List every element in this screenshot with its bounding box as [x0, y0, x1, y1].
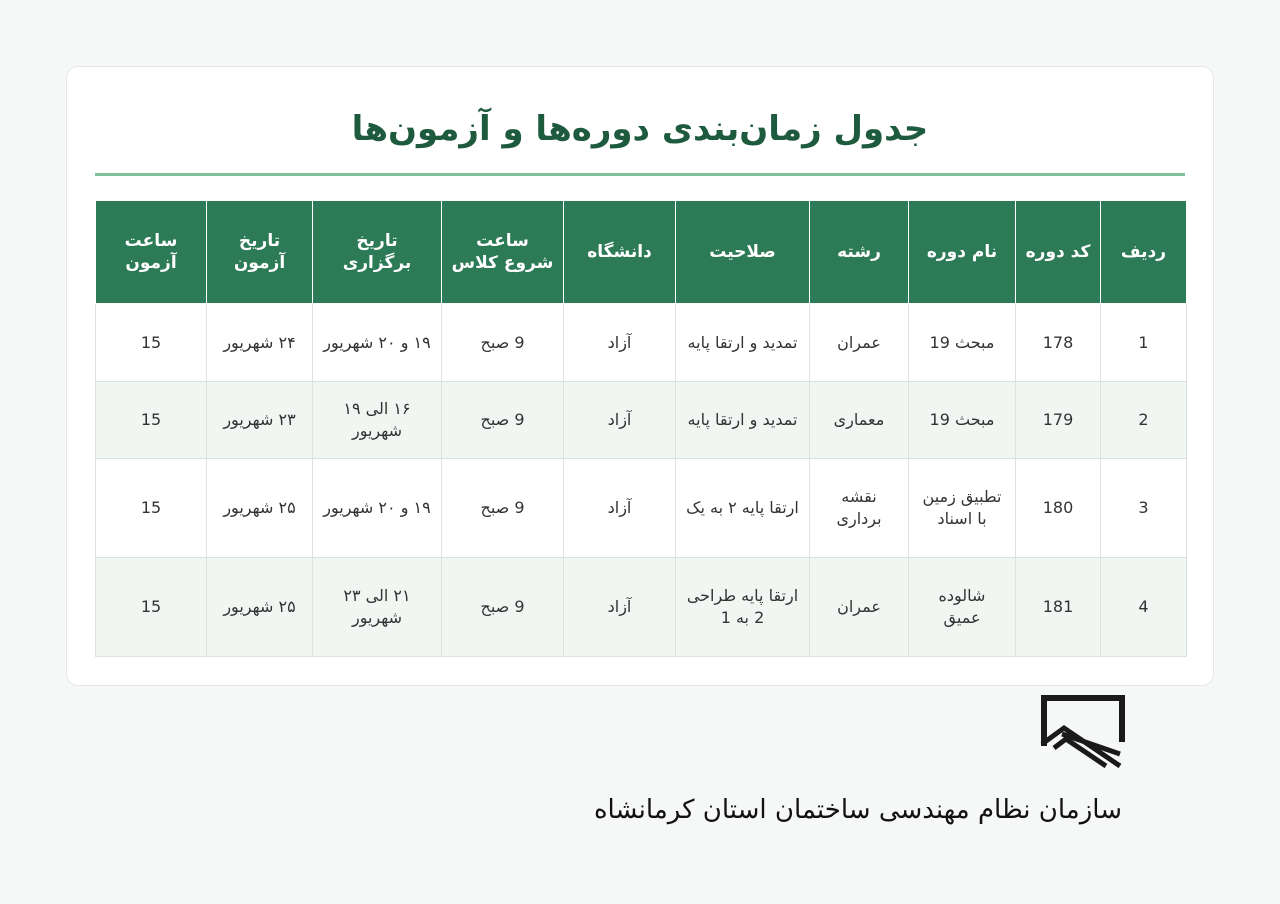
cell-university: آزاد — [564, 382, 676, 459]
cell-exam-date: ۲۵ شهریور — [207, 558, 313, 657]
cell-course-name: شالوده عمیق — [909, 558, 1016, 657]
schedule-table — [95, 200, 1187, 657]
header-qualification: صلاحیت — [676, 201, 810, 304]
table-row — [96, 459, 1187, 558]
header-course-code: کد دوره — [1016, 201, 1101, 304]
cell-course-code: 179 — [1016, 382, 1101, 459]
cell-course-code: 178 — [1016, 304, 1101, 382]
cell-row-number: 4 — [1101, 558, 1187, 657]
header-field: رشته — [810, 201, 909, 304]
header-row-number: ردیف — [1101, 201, 1187, 304]
cell-row-number: 1 — [1101, 304, 1187, 382]
cell-class-dates: ۱۹ و ۲۰ شهریور — [313, 459, 442, 558]
cell-field: معماری — [810, 382, 909, 459]
engineering-organization-logo-icon — [1036, 694, 1128, 770]
header-class-dates: تاریخ برگزاری — [313, 201, 442, 304]
cell-class-start-time: 9 صبح — [442, 558, 564, 657]
cell-exam-date: ۲۳ شهریور — [207, 382, 313, 459]
cell-qualification: ارتقا پایه طراحی 2 به 1 — [676, 558, 810, 657]
cell-qualification: تمدید و ارتقا پایه — [676, 382, 810, 459]
cell-exam-date: ۲۴ شهریور — [207, 304, 313, 382]
header-exam-date: تاریخ آزمون — [207, 201, 313, 304]
cell-field: نقشه برداری — [810, 459, 909, 558]
cell-course-name: مبحث 19 — [909, 304, 1016, 382]
header-class-start-time: ساعت شروع کلاس — [442, 201, 564, 304]
schedule-card — [66, 66, 1214, 686]
cell-university: آزاد — [564, 459, 676, 558]
cell-qualification: تمدید و ارتقا پایه — [676, 304, 810, 382]
cell-course-name: تطبیق زمین با اسناد — [909, 459, 1016, 558]
cell-row-number: 2 — [1101, 382, 1187, 459]
cell-university: آزاد — [564, 558, 676, 657]
cell-exam-date: ۲۵ شهریور — [207, 459, 313, 558]
cell-field: عمران — [810, 304, 909, 382]
cell-class-start-time: 9 صبح — [442, 304, 564, 382]
cell-qualification: ارتقا پایه ۲ به یک — [676, 459, 810, 558]
page-title: جدول زمان‌بندی دوره‌ها و آزمون‌ها — [351, 109, 929, 149]
table-row — [96, 382, 1187, 459]
cell-course-code: 180 — [1016, 459, 1101, 558]
cell-course-code: 181 — [1016, 558, 1101, 657]
header-university: دانشگاه — [564, 201, 676, 304]
cell-class-dates: ۱۹ و ۲۰ شهریور — [313, 304, 442, 382]
table-header-row — [96, 201, 1187, 304]
cell-exam-time: 15 — [96, 459, 207, 558]
cell-exam-time: 15 — [96, 382, 207, 459]
cell-university: آزاد — [564, 304, 676, 382]
table-row — [96, 558, 1187, 657]
cell-class-dates: ۱۶ الی ۱۹ شهریور — [313, 382, 442, 459]
header-exam-time: ساعت آزمون — [96, 201, 207, 304]
table-row — [96, 304, 1187, 382]
cell-field: عمران — [810, 558, 909, 657]
cell-class-dates: ۲۱ الی ۲۳ شهریور — [313, 558, 442, 657]
cell-row-number: 3 — [1101, 459, 1187, 558]
title-divider — [95, 173, 1185, 176]
organization-name: سازمان نظام مهندسی ساختمان استان کرمانشاه — [593, 795, 1122, 825]
cell-exam-time: 15 — [96, 558, 207, 657]
cell-class-start-time: 9 صبح — [442, 459, 564, 558]
header-course-name: نام دوره — [909, 201, 1016, 304]
cell-class-start-time: 9 صبح — [442, 382, 564, 459]
cell-exam-time: 15 — [96, 304, 207, 382]
cell-course-name: مبحث 19 — [909, 382, 1016, 459]
